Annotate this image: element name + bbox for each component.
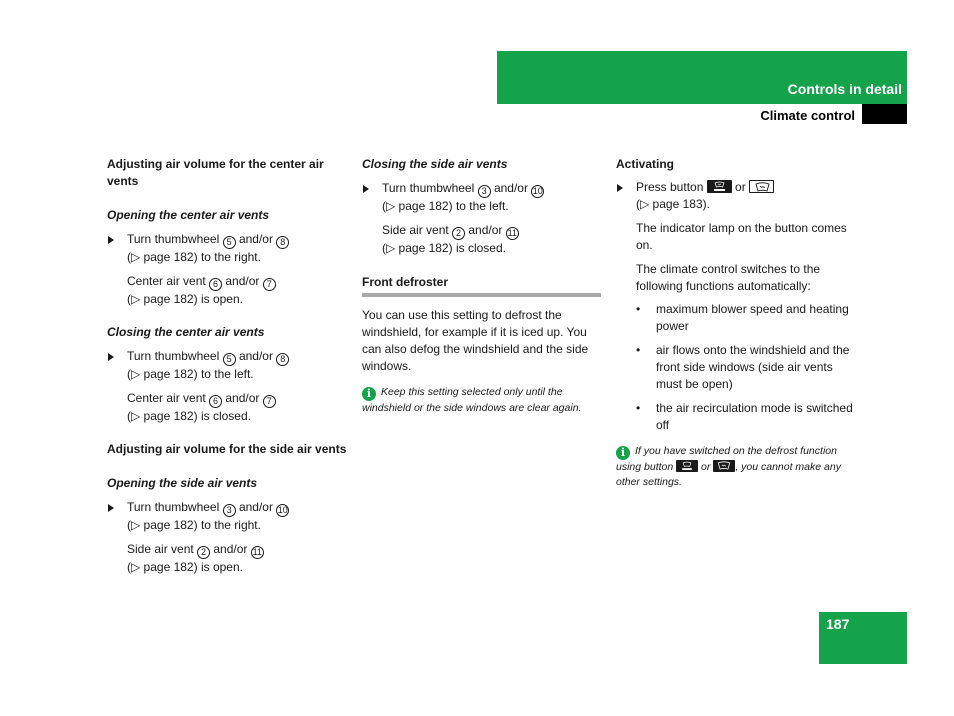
- subheading-closing-center: Closing the center air vents: [107, 325, 265, 339]
- front-defrost-button-icon: [707, 180, 732, 193]
- callout-number: 2: [197, 546, 210, 559]
- subheading-opening-side: Opening the side air vents: [107, 476, 258, 490]
- windshield-defrost-button-icon: [749, 180, 774, 193]
- heading-activating: Activating: [616, 157, 675, 171]
- page-reference: (▷ page 182) to the right.: [127, 518, 261, 532]
- list-item: • the air recirculation mode is switched off: [636, 401, 853, 432]
- callout-number: 11: [507, 228, 517, 238]
- step-open-side: Turn thumbwheel 3 and/or 10 (▷ page 182) to the right.: [107, 499, 347, 534]
- heading-center-vents: Adjusting air volume for the center air vents: [107, 157, 324, 188]
- callout-number: 8: [276, 353, 289, 366]
- result-open-side: Side air vent 2 and/or 11 (▷ page 182) is open.: [127, 542, 262, 574]
- info-icon: i: [362, 387, 376, 401]
- bullet-icon: •: [636, 302, 641, 316]
- callout-number: 5: [223, 236, 236, 249]
- callout-number: 5: [223, 353, 236, 366]
- list-item: • maximum blower speed and heating power: [636, 302, 849, 333]
- header-tab-marker: [862, 104, 907, 124]
- page-reference: (▷ page 182) to the left.: [127, 367, 254, 381]
- callout-number: 3: [478, 185, 491, 198]
- info-note: i Keep this setting selected only until the windshield or the side windows are clear again.: [362, 386, 582, 414]
- step-press-button: Press button or (▷ page 183).: [616, 179, 856, 213]
- step-arrow-icon: [108, 353, 114, 361]
- list-item: • air flows onto the windshield and the front side windows (side air vents must be open): [636, 343, 850, 391]
- defroster-description: You can use this setting to defrost the windshield, for example if it is iced up. You can also defog the windshield and the side windows.: [362, 308, 589, 373]
- subsection-title: Climate control: [760, 108, 855, 123]
- result-indicator-lamp: The indicator lamp on the button comes on.: [636, 221, 847, 252]
- step-arrow-icon: [363, 185, 369, 193]
- result-close-side: Side air vent 2 and/or 11 (▷ page 182) is closed.: [382, 223, 517, 255]
- page-reference: (▷ page 182) is closed.: [127, 409, 251, 423]
- callout-number: 7: [263, 278, 276, 291]
- callout-number: 8: [276, 236, 289, 249]
- heading-side-vents: Adjusting air volume for the side air vents: [107, 442, 347, 456]
- step-arrow-icon: [108, 504, 114, 512]
- callout-number: 10: [277, 505, 288, 515]
- callout-number: 7: [263, 395, 276, 408]
- step-open-center: Turn thumbwheel 5 and/or 8 (▷ page 182) to the right.: [107, 231, 347, 266]
- result-close-center: Center air vent 6 and/or 7 (▷ page 182) is closed.: [107, 390, 347, 425]
- step-arrow-icon: [108, 236, 114, 244]
- page-reference: (▷ page 182) to the right.: [127, 250, 261, 264]
- info-icon: i: [616, 446, 630, 460]
- page-reference: (▷ page 182) is closed.: [382, 241, 506, 255]
- page-reference: (▷ page 182) is open.: [127, 292, 243, 306]
- page-reference: (▷ page 182) is open.: [127, 560, 243, 574]
- result-open-center: Center air vent 6 and/or 7 (▷ page 182) is open.: [107, 273, 347, 308]
- windshield-defrost-button-icon: [713, 460, 735, 472]
- step-arrow-icon: [617, 184, 623, 192]
- front-defrost-button-icon: [676, 460, 698, 472]
- bullet-icon: •: [636, 343, 641, 357]
- callout-number: 6: [209, 395, 222, 408]
- column-right: [616, 156, 856, 490]
- callout-number: 11: [252, 547, 262, 557]
- page-number: 187: [826, 616, 850, 632]
- info-note: i If you have switched on the defrost function using button or , you cannot make any other settings.: [616, 445, 841, 488]
- column-left: [107, 156, 347, 583]
- heading-front-defroster: Front defroster: [362, 275, 449, 289]
- page-reference: (▷ page 183).: [636, 197, 710, 211]
- callout-number: 10: [532, 186, 543, 196]
- subheading-closing-side: Closing the side air vents: [362, 157, 508, 171]
- page-reference: (▷ page 182) to the left.: [382, 199, 509, 213]
- column-middle: [362, 156, 602, 416]
- callout-number: 2: [452, 227, 465, 240]
- step-close-center: Turn thumbwheel 5 and/or 8 (▷ page 182) to the left.: [107, 348, 347, 383]
- bullet-icon: •: [636, 401, 641, 415]
- section-title: Controls in detail: [787, 81, 902, 97]
- step-close-side: Turn thumbwheel 3 and/or 10 (▷ page 182) to the left.: [362, 180, 602, 215]
- heading-underline: [362, 293, 601, 297]
- result-auto-functions: The climate control switches to the following functions automatically:: [636, 262, 821, 293]
- callout-number: 3: [223, 504, 236, 517]
- subheading-opening-center: Opening the center air vents: [107, 208, 270, 222]
- callout-number: 6: [209, 278, 222, 291]
